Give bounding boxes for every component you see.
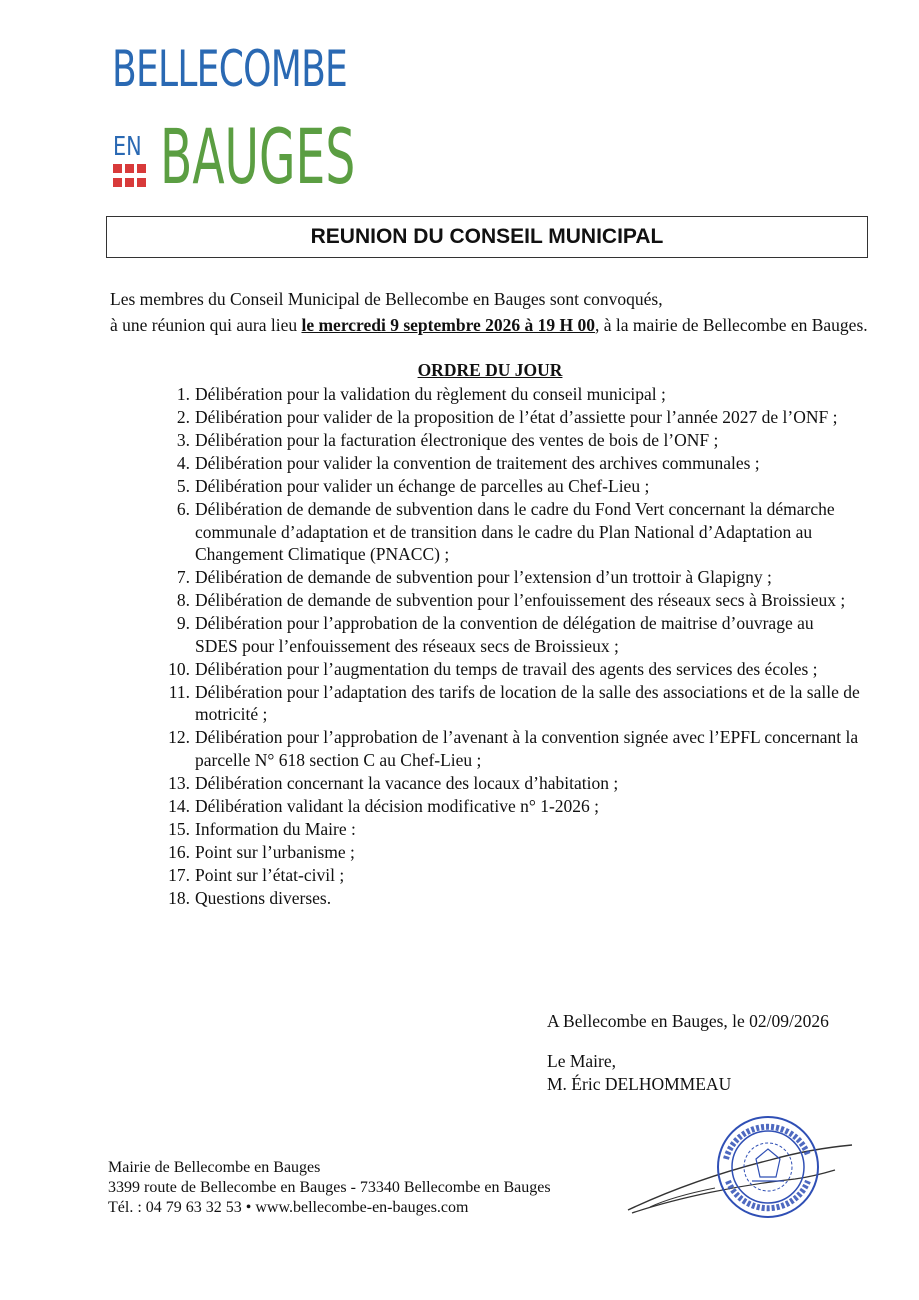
agenda-item [160,726,860,771]
logo-en: EN [113,132,142,162]
agenda-item [160,658,860,681]
logo [110,40,370,200]
agenda-item [160,589,860,612]
agenda-item-text: Délibération pour la validation du règlement du conseil municipal ; [195,384,666,404]
mayor-signature-block [547,1050,731,1096]
agenda-item-text: Délibération pour l’approbation de la convention de délégation de maitrise d’ouvrage au SDES pour l’enfouissement des réseaux secs de Broissieux ; [195,613,814,656]
agenda-item-number: 14. [168,795,190,816]
agenda-item [160,864,860,887]
mayor-name: M. Éric DELHOMMEAU [547,1074,732,1094]
agenda-item-text: Délibération pour valider la convention de traitement des archives communales ; [195,453,760,473]
footer-address [108,1158,551,1218]
agenda-item [160,818,860,841]
mayor-title: Le Maire, [547,1051,616,1071]
agenda-item [160,841,860,864]
agenda-item-number: 7. [176,567,190,587]
agenda-item-text: Point sur l’urbanisme ; [195,841,355,862]
agenda-item-text: Délibération de demande de subvention pour l’enfouissement des réseaux secs à Broissieux ; [195,590,846,610]
agenda-item-number: 9. [176,613,190,633]
agenda-item [160,452,860,475]
logo-bellecombe: BELLECOMBE [112,40,348,98]
intro-text-3: , à la mairie de Bellecombe en Bauges. [595,315,868,335]
agenda-item-number: 13. [168,772,190,793]
agenda-item-text: Délibération de demande de subvention dans le cadre du Fond Vert concernant la démarche communale d’adaptation et de transition dans le cadre du Plan National d’Adaptation au Changement Climatique (PNACC) ; [195,499,835,564]
agenda-item-number: 18. [168,887,190,908]
agenda-item-text: Délibération de demande de subvention pour l’extension d’un trottoir à Glapigny ; [195,567,772,587]
agenda-item-number: 10. [168,658,190,679]
agenda-item-text: Délibération pour la facturation électronique des ventes de bois de l’ONF ; [195,430,719,450]
footer-line-3: Tél. : 04 79 63 32 53 • www.bellecombe-en-bauges.com [108,1199,469,1216]
agenda-item [160,772,860,795]
agenda-list [160,383,860,910]
agenda-item-number: 1. [176,384,190,404]
agenda-item-number: 4. [176,453,190,473]
agenda-item [160,612,860,657]
intro-text-1: Les membres du Conseil Municipal de Bellecombe en Bauges sont convoqués, [110,289,663,309]
meeting-date: le mercredi 9 septembre 2026 à 19 H 00 [301,315,596,335]
agenda-item-text: Information du Maire : [195,818,356,839]
agenda-item-text: Délibération pour l’approbation de l’avenant à la convention signée avec l’EPFL concernant la parcelle N° 618 section C au Chef-Lieu ; [195,727,859,770]
agenda-item-number: 6. [176,499,190,519]
agenda-item-text: Délibération pour l’augmentation du temps de travail des agents des services des écoles ; [195,658,818,679]
agenda-title: ORDRE DU JOUR [417,360,563,380]
intro-paragraph [110,286,870,338]
agenda-item-text: Délibération pour l’adaptation des tarifs de location de la salle des associations et de la salle de motricité ; [195,681,860,724]
agenda-item [160,406,860,429]
stamp-signature-icon [620,1115,860,1225]
agenda-item [160,498,860,566]
agenda-item-number: 16. [168,841,190,862]
agenda-item-number: 8. [176,590,190,610]
agenda-item-text: Questions diverses. [195,887,332,908]
logo-bauges: BAUGES [160,112,356,201]
official-stamp-and-signature [620,1115,860,1225]
footer-line-2: 3399 route de Bellecombe en Bauges - 73340 Bellecombe en Bauges [108,1179,551,1196]
agenda-item-text: Délibération concernant la vacance des locaux d’habitation ; [195,772,619,793]
agenda-item-number: 5. [176,476,190,496]
agenda-item-number: 3. [176,430,190,450]
document-title: REUNION DU CONSEIL MUNICIPAL [106,216,868,258]
agenda-item [160,475,860,498]
agenda-item-text: Délibération pour valider un échange de parcelles au Chef-Lieu ; [195,476,650,496]
agenda-item-number: 17. [168,864,190,885]
agenda-item [160,383,860,406]
agenda-item [160,887,860,910]
intro-text-2: à une réunion qui aura lieu [110,315,302,335]
agenda-item [160,429,860,452]
place-and-date: A Bellecombe en Bauges, le 02/09/2026 [547,1011,829,1031]
footer-line-1: Mairie de Bellecombe en Bauges [108,1159,321,1176]
agenda-item-text: Délibération pour valider de la proposition de l’état d’assiette pour l’année 2027 de l’ONF ; [195,407,838,427]
agenda-item-number: 12. [168,727,190,747]
agenda-item-text: Point sur l’état-civil ; [195,864,345,885]
agenda-item [160,681,860,726]
agenda-item-number: 2. [176,407,190,427]
agenda-item-number: 11. [168,681,190,702]
savoie-flag-icon [113,164,147,192]
agenda-item [160,566,860,589]
agenda-item [160,795,860,818]
agenda-item-text: Délibération validant la décision modificative n° 1-2026 ; [195,795,600,816]
agenda-item-number: 15. [168,818,190,839]
